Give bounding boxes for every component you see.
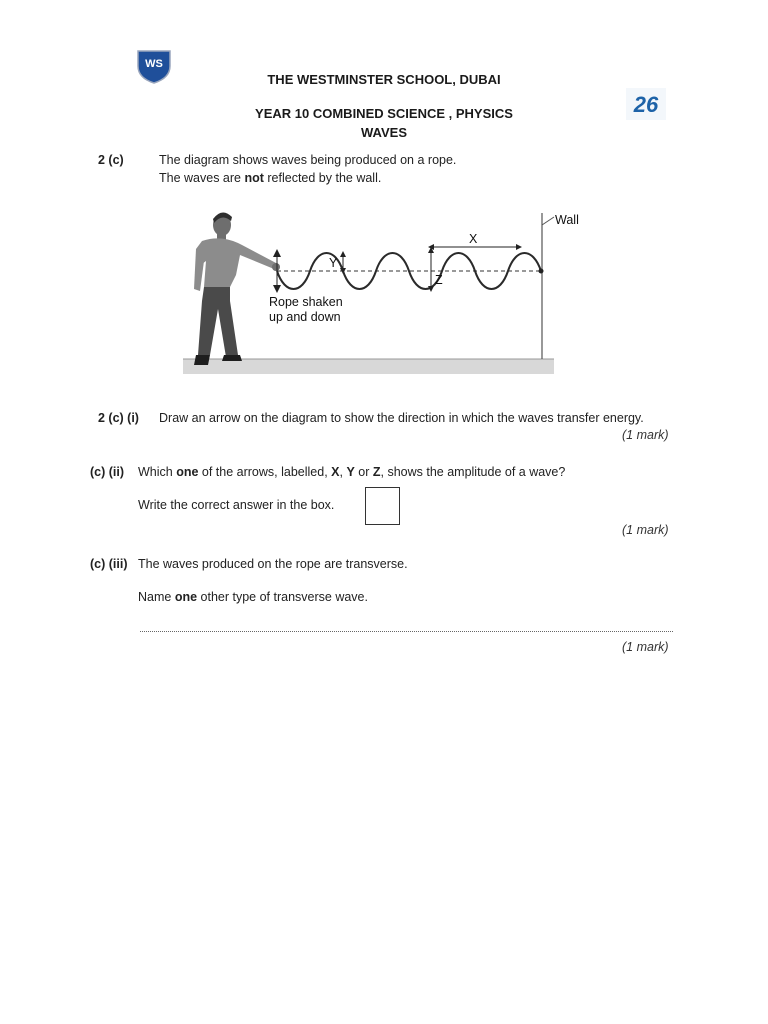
rope-caption-line1: Rope shaken xyxy=(269,295,343,309)
q-text: Which xyxy=(138,465,177,479)
question-ii-label: (c) (ii) xyxy=(90,465,125,479)
question-iii-text: The waves produced on the rope are transverse. xyxy=(138,557,408,571)
question-intro-line2 xyxy=(159,171,381,185)
rope-caption-line2: up and down xyxy=(269,310,341,324)
q-text: or xyxy=(354,465,373,479)
question-i-mark: (1 mark) xyxy=(622,428,669,442)
q-text: , shows the amplitude of a wave? xyxy=(380,465,566,479)
q-text: , xyxy=(339,465,347,479)
question-iii-label: (c) (iii) xyxy=(90,557,128,571)
intro-emphasis: not xyxy=(244,171,264,185)
y-label: Y xyxy=(329,256,338,270)
topic-title: WAVES xyxy=(361,125,407,140)
badge-text: 26 xyxy=(633,92,659,117)
question-iii-mark: (1 mark) xyxy=(622,640,669,654)
q-text: Name xyxy=(138,590,175,604)
ground xyxy=(183,359,554,374)
rope-wave-diagram[interactable] xyxy=(180,205,579,377)
answer-line[interactable] xyxy=(140,631,673,632)
q-emphasis: Z xyxy=(372,465,381,479)
intro-text: reflected by the wall. xyxy=(263,171,382,185)
q-text: other type of transverse wave. xyxy=(197,590,368,604)
q-emphasis: X xyxy=(331,465,340,479)
answer-box[interactable] xyxy=(365,487,400,525)
wall-label: Wall xyxy=(555,213,579,227)
q-emphasis: one xyxy=(176,465,199,479)
question-ii-mark: (1 mark) xyxy=(622,523,669,537)
logo-text: WS xyxy=(145,58,163,70)
question-label: 2 (c) xyxy=(98,153,124,167)
school-name: THE WESTMINSTER SCHOOL, DUBAI xyxy=(267,72,501,87)
badge-icon xyxy=(626,88,666,120)
q-emphasis: Y xyxy=(346,465,355,479)
anniversary-badge xyxy=(626,88,666,120)
question-iii-prompt xyxy=(138,590,368,604)
question-i-label: 2 (c) (i) xyxy=(98,411,139,425)
question-intro-line1: The diagram shows waves being produced on a rope. xyxy=(159,153,457,167)
question-ii-text xyxy=(138,465,565,479)
wall-pointer xyxy=(542,217,554,225)
z-label: Z xyxy=(435,273,443,287)
course-title: YEAR 10 COMBINED SCIENCE , PHYSICS xyxy=(255,106,513,121)
q-text: of the arrows, labelled, xyxy=(198,465,332,479)
rope-end-point xyxy=(539,269,544,274)
q-emphasis: one xyxy=(174,590,198,604)
question-i-text: Draw an arrow on the diagram to show the direction in which the waves transfer energy. xyxy=(159,411,644,425)
question-ii-instruction: Write the correct answer in the box. xyxy=(138,498,335,512)
person-figure xyxy=(194,212,280,365)
x-label: X xyxy=(469,232,478,246)
intro-text: The waves are xyxy=(159,171,245,185)
